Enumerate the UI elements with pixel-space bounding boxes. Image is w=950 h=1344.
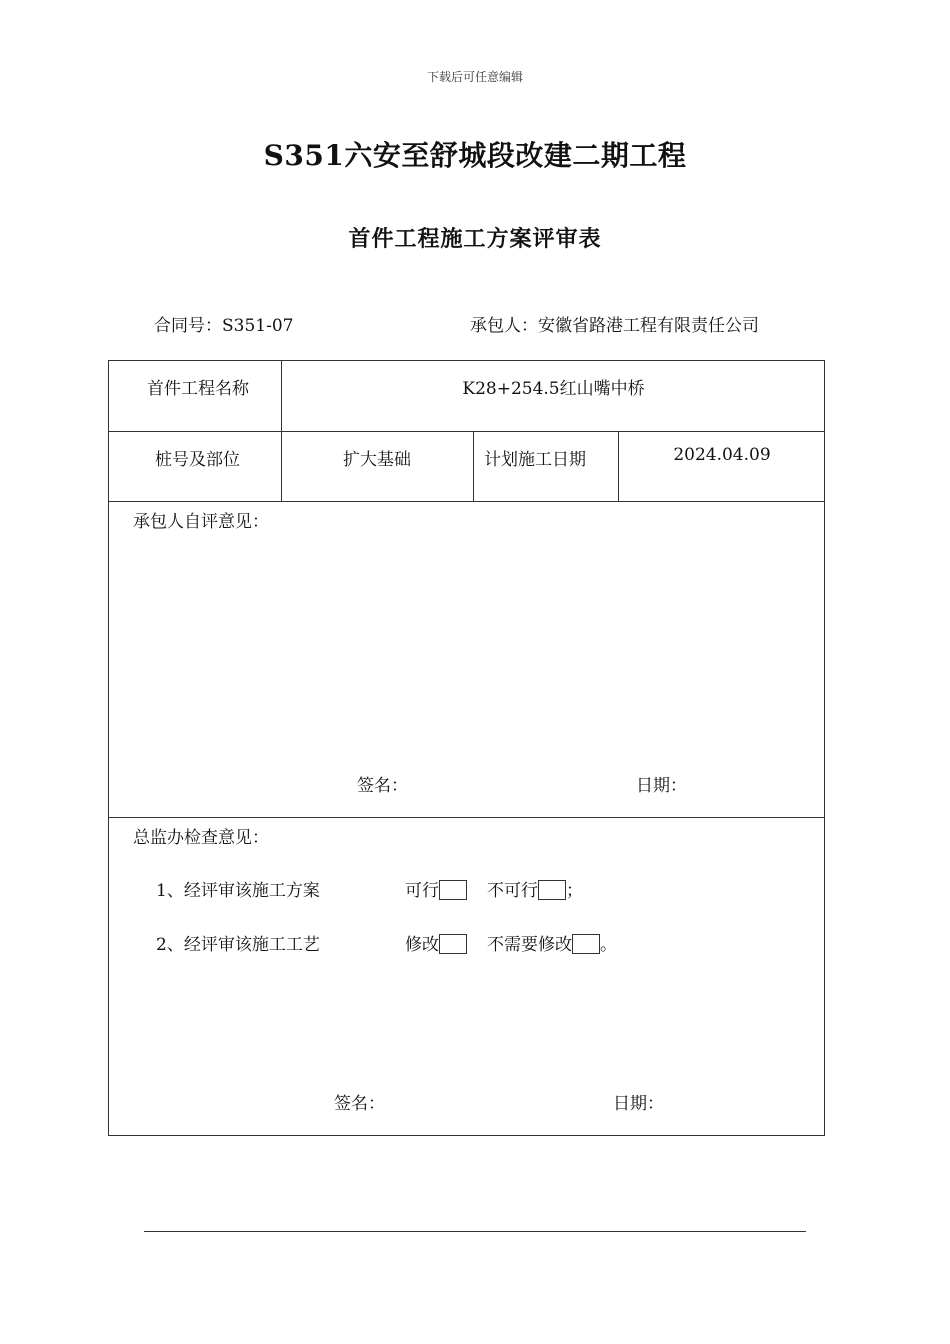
- option-modify-checkbox[interactable]: [439, 934, 467, 954]
- self-date-label: 日期：: [636, 776, 687, 796]
- project-name-value: K28+254.5红山嘴中桥: [462, 379, 645, 399]
- station-label: 桩号及部位: [155, 450, 240, 470]
- review-item-1-options: [405, 876, 583, 901]
- option-modify-label: 修改: [405, 935, 439, 955]
- row-divider: [109, 431, 824, 432]
- station-value: 扩大基础: [343, 450, 411, 470]
- plan-date-label: 计划施工日期: [484, 450, 586, 470]
- self-eval-label: 承包人自评意见：: [133, 512, 269, 532]
- option-no-modify-label: 不需要修改: [487, 935, 572, 955]
- row-divider: [109, 817, 824, 818]
- project-name-label: 首件工程名称: [147, 379, 249, 399]
- review-item-2-text: 2、经评审该施工工艺: [156, 935, 320, 955]
- option-feasible-label: 可行: [405, 881, 439, 901]
- contract-number: 合同号：S351-07: [154, 316, 294, 336]
- header-note: 下载后可任意编辑: [426, 70, 523, 84]
- option-feasible-checkbox[interactable]: [439, 880, 467, 900]
- plan-date-value: 2024.04.09: [673, 445, 771, 465]
- item1-punctuation: ；: [566, 881, 583, 901]
- review-item-2: [156, 930, 320, 955]
- page-title: S351六安至舒城段改建二期工程: [263, 139, 687, 172]
- option-infeasible-checkbox[interactable]: [538, 880, 566, 900]
- supervisor-label: 总监办检查意见：: [133, 828, 269, 848]
- footer-divider: [144, 1231, 806, 1232]
- review-item-1-text: 1、经评审该施工方案: [156, 881, 320, 901]
- column-divider: [473, 431, 474, 501]
- row-divider: [109, 501, 824, 502]
- item2-punctuation: 。: [600, 935, 617, 955]
- option-infeasible-label: 不可行: [487, 881, 538, 901]
- contractor-name: 承包人：安徽省路港工程有限责任公司: [470, 316, 759, 336]
- review-item-2-options: [405, 930, 617, 955]
- supervisor-date-label: 日期：: [613, 1094, 664, 1114]
- option-no-modify-checkbox[interactable]: [572, 934, 600, 954]
- review-form-table: [108, 360, 825, 1136]
- review-item-1: [156, 876, 320, 901]
- column-divider: [618, 431, 619, 501]
- self-sign-label: 签名：: [357, 776, 408, 796]
- supervisor-sign-label: 签名：: [334, 1094, 385, 1114]
- form-title: 首件工程施工方案评审表: [348, 226, 602, 252]
